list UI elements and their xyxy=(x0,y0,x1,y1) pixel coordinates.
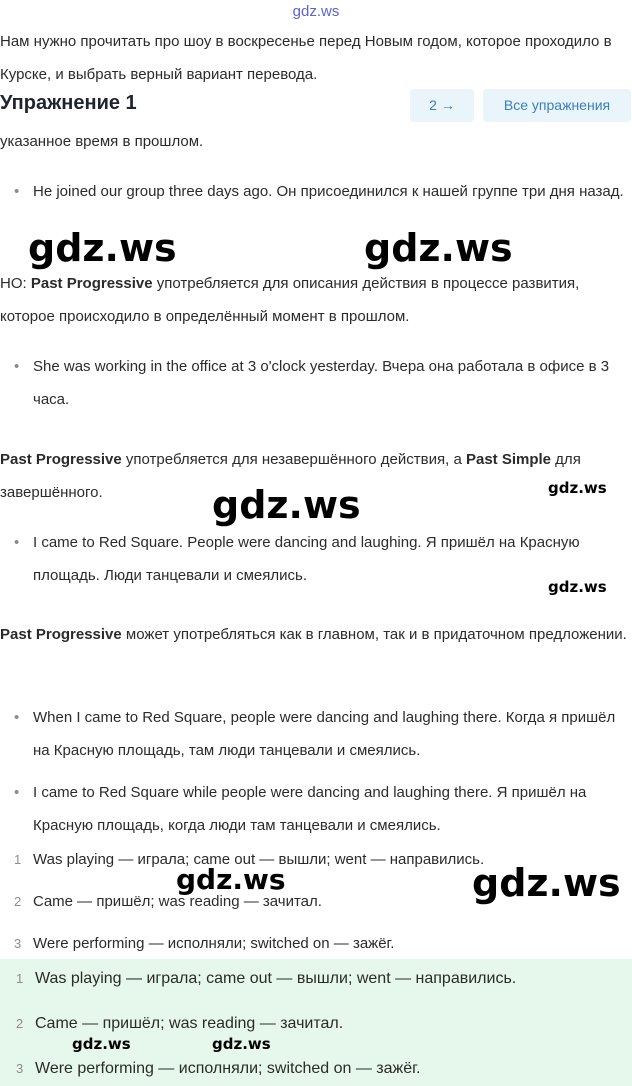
list-item-text: I came to Red Square. People were dancing and laughing. Я пришёл на Красную площадь. Люди танцевали и смеялись. xyxy=(33,534,580,584)
rule-text: употребляется для описания действия в процессе развития, которое происходило в определённый момент в прошлом. xyxy=(0,275,580,325)
numbered-item xyxy=(0,932,628,956)
rule-text: может употребляться как в главном, так и в придаточном предложении. xyxy=(121,626,627,643)
item-text: Came — пришёл; was reading — зачитал. xyxy=(33,893,322,910)
list-item xyxy=(0,701,628,767)
answer-number: 1 xyxy=(16,971,24,986)
intro-paragraph: Нам нужно прочитать про шоу в воскресенье перед Новым годом, которое проходило в Курске, и выбрать верный вариант перевода. xyxy=(0,33,612,83)
list-item xyxy=(0,350,628,416)
rule-term: Past Progressive xyxy=(30,275,153,292)
watermark: gdz.ws xyxy=(548,578,607,596)
list-item-text: I came to Red Square while people were dancing and laughing there. Я пришёл на Красную площадь, когда люди там танцевали и смеялись. xyxy=(33,784,587,834)
time-line: указанное время в прошлом. xyxy=(0,133,204,150)
item-text: Were performing — исполняли; switched on — зажёг. xyxy=(33,935,395,952)
bullet-icon: • xyxy=(14,709,20,726)
all-exercises-button[interactable]: Все упражнения xyxy=(483,89,631,122)
rule-prefix: НО: xyxy=(0,275,31,292)
bullet-icon: • xyxy=(14,784,20,801)
rule-text: для завершённого. xyxy=(0,451,581,501)
rule-term: Past Simple xyxy=(465,451,552,468)
watermark: gdz.ws xyxy=(212,1035,271,1053)
answer-number: 2 xyxy=(16,1016,24,1031)
list-item xyxy=(0,526,628,592)
answer-item xyxy=(0,967,628,991)
watermark: gdz.ws xyxy=(28,226,177,270)
item-number: 1 xyxy=(14,852,22,867)
list-item xyxy=(0,776,628,842)
next-exercise-button[interactable]: 2 → xyxy=(410,89,474,122)
rule-term: Past Progressive xyxy=(0,626,122,643)
answer-item xyxy=(0,1012,628,1036)
bullet-icon: • xyxy=(14,183,20,200)
watermark: gdz.ws xyxy=(72,1035,131,1053)
watermark: gdz.ws xyxy=(176,863,286,896)
watermark: gdz.ws xyxy=(548,479,607,497)
site-logo-link[interactable]: gdz.ws xyxy=(292,3,340,20)
list-item-text: He joined our group three days ago. Он присоединился к нашей группе три дня назад. xyxy=(33,183,624,200)
answer-text: Was playing — играла; came out — вышли; went — направились. xyxy=(35,970,517,987)
list-item-text: She was working in the office at 3 o'clock yesterday. Вчера она работала в офисе в 3 часа. xyxy=(33,358,610,408)
answer-text: Were performing — исполняли; switched on — зажёг. xyxy=(35,1060,421,1077)
bullet-icon: • xyxy=(14,534,20,551)
rule-paragraph xyxy=(0,267,628,333)
item-number: 2 xyxy=(14,894,22,909)
answer-text: Came — пришёл; was reading — зачитал. xyxy=(35,1015,344,1032)
watermark: gdz.ws xyxy=(212,483,361,527)
rule-paragraph xyxy=(0,618,628,651)
watermark: gdz.ws xyxy=(364,226,513,270)
item-text: Was playing — играла; came out — вышли; went — направились. xyxy=(33,851,485,868)
watermark: gdz.ws xyxy=(472,861,621,905)
answer-number: 3 xyxy=(16,1061,24,1076)
item-number: 3 xyxy=(14,936,22,951)
list-item xyxy=(0,175,628,208)
list-item-text: When I came to Red Square, people were dancing and laughing there. Когда я пришёл на Красную площадь, там люди танцевали и смеялись. xyxy=(33,709,616,759)
exercise-title: Упражнение 1 xyxy=(0,92,137,114)
bullet-icon: • xyxy=(14,358,20,375)
rule-term: Past Progressive xyxy=(0,451,122,468)
rule-text: употребляется для незавершённого действия, а xyxy=(121,451,466,468)
answer-item xyxy=(0,1057,628,1081)
